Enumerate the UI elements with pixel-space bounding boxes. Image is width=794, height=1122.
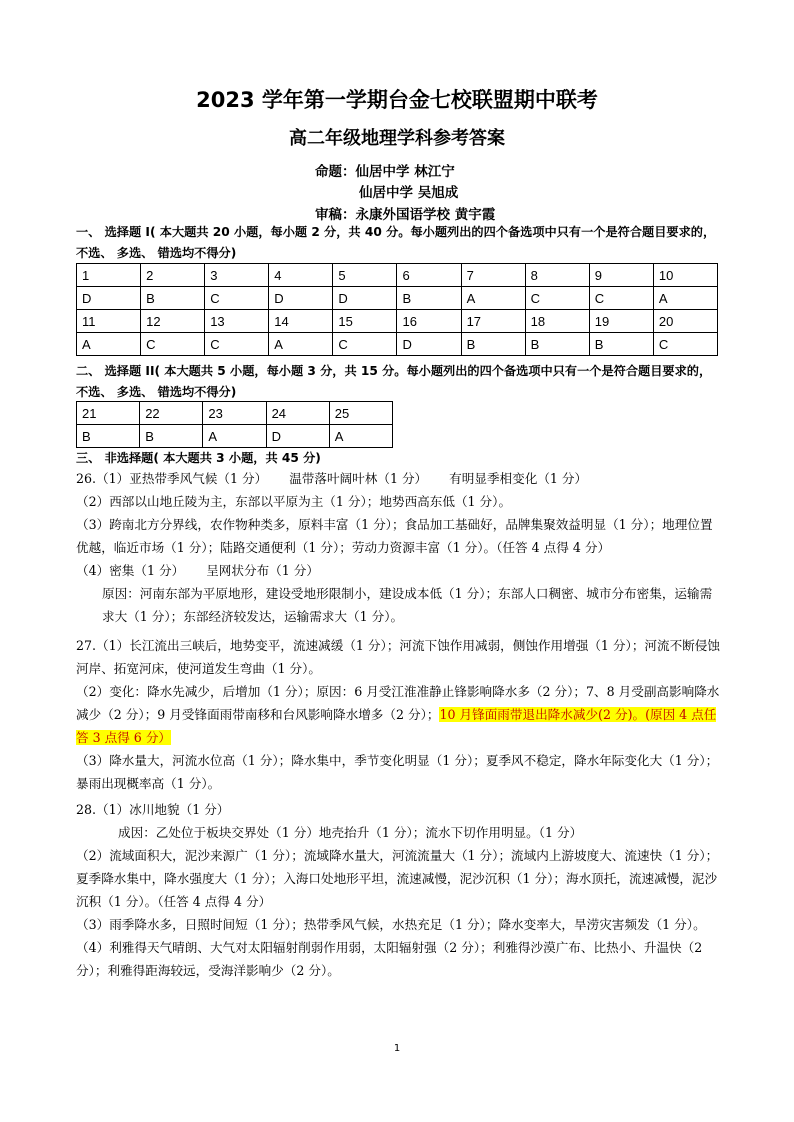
table-cell: 25 [329, 402, 392, 425]
answer-line: （3）降水量大，河流水位高（1 分）；降水集中，季节变化明显（1 分）；夏季风不稳定，降水年际变化大（1 分）；暴雨出现概率高（1 分）。 [76, 753, 719, 791]
table-row [77, 310, 718, 333]
answer-line: 27.（1）长江流出三峡后，地势变平，流速减缓（1 分）；河流下蚀作用减弱，侧蚀作用增强（1 分）；河流不断侵蚀河岸、拓宽河床，使河道发生弯曲（1 分）。 [76, 638, 720, 676]
table-cell: A [329, 425, 392, 448]
table-cell: A [269, 333, 333, 356]
answer-text: （4）密集（1 分） [76, 563, 185, 578]
answer-line: （2）流域面积大，泥沙来源广（1 分）；流域降水量大，河流流量大（1 分）；流域内上游坡度大、流速快（1 分）；夏季降水集中，降水强度大（1 分）；入海口处地形平坦，流速减慢，泥沙沉积（1 分）；海水顶托，流速减慢，泥沙沉积（1 分）。（任答 4 点得 4 分） [76, 848, 719, 909]
table-cell: 19 [589, 310, 653, 333]
table-cell: C [333, 333, 397, 356]
answer-table-2 [76, 401, 393, 448]
question-28-answer [76, 798, 721, 982]
table-cell: A [653, 287, 717, 310]
answer-text: 有明显季相变化（1 分） [449, 471, 588, 486]
document-title: 2023 学年第一学期台金七校联盟期中联考 [196, 88, 598, 112]
answer-line: （2）西部以山地丘陵为主，东部以平原为主（1 分）；地势西高东低（1 分）。 [76, 494, 512, 509]
table-cell: 17 [461, 310, 525, 333]
answer-line: （3）跨南北方分界线，农作物种类多，原料丰富（1 分）；食品加工基础好，品牌集聚效益明显（1 分）；地理位置优越，临近市场（1 分）；陆路交通便利（1 分）；劳动力资源丰富（1 分）。（任答 4 点得 4 分） [76, 517, 713, 555]
table-cell: 5 [333, 264, 397, 287]
document-subtitle: 高二年级地理学科参考答案 [289, 128, 505, 149]
table-cell: 1 [77, 264, 141, 287]
answer-line: 原因：河南东部为平原地形，建设受地形限制小，建设成本低（1 分）；东部人口稠密、城市分布密集，运输需求大（1 分）；东部经济较发达，运输需求大（1 分）。 [102, 586, 713, 624]
answer-line [76, 680, 721, 749]
table-cell: 10 [653, 264, 717, 287]
table-cell: 6 [397, 264, 461, 287]
table-cell: B [589, 333, 653, 356]
answer-text: （2）变化：降水先减少，后增加（1 分）；原因：6 月受江淮准静止锋影响降水多（2 分）；7、8 月受副高影响降水减少（2 分）；9 月受锋面雨带南移和台风影响降水增多（2 分）； [76, 684, 720, 722]
table-cell: C [525, 287, 589, 310]
table-cell: D [269, 287, 333, 310]
table-cell: D [77, 287, 141, 310]
table-cell: B [77, 425, 140, 448]
table-cell: B [525, 333, 589, 356]
table-cell: B [140, 425, 203, 448]
section-2-heading: 二、 选择题 II( 本大题共 5 小题，每小题 3 分，共 15 分。每小题列出的四个备选项中只有一个是符合题目要求的，不选、 多选、 错选均不得分) [76, 364, 712, 399]
table-cell: D [266, 425, 329, 448]
table-cell: B [461, 333, 525, 356]
answer-text: 温带落叶阔叶林（1 分） [289, 471, 428, 486]
table-row [77, 425, 393, 448]
answer-line: 28.（1）冰川地貌（1 分） [76, 802, 230, 817]
table-cell: 8 [525, 264, 589, 287]
answer-line: 成因：乙处位于板块交界处（1 分）地壳抬升（1 分）；流水下切作用明显。（1 分） [118, 825, 583, 840]
highlighted-answer-text: 10 月锋面雨带退出降水减少(2 分)。(原因 4 点任答 3 点得 6 分） [76, 707, 717, 745]
table-cell: D [333, 287, 397, 310]
table-cell: 18 [525, 310, 589, 333]
table-row [77, 402, 393, 425]
section-1-heading: 一、 选择题 I( 本大题共 20 小题，每小题 2 分，共 40 分。每小题列出的四个备选项中只有一个是符合题目要求的，不选、 多选、 错选均不得分) [76, 225, 716, 260]
table-cell: 16 [397, 310, 461, 333]
table-cell: 20 [653, 310, 717, 333]
table-cell: C [589, 287, 653, 310]
table-cell: 2 [141, 264, 205, 287]
table-cell: 11 [77, 310, 141, 333]
table-cell: 12 [141, 310, 205, 333]
answer-line [76, 559, 721, 582]
table-cell: 21 [77, 402, 140, 425]
answer-line: （4）利雅得天气晴朗、大气对太阳辐射削弱作用弱，太阳辐射强（2 分）；利雅得沙漠广布、比热小、升温快（2 分）；利雅得距海较远，受海洋影响少（2 分）。 [76, 940, 703, 978]
table-cell: B [141, 287, 205, 310]
table-cell: A [77, 333, 141, 356]
table-cell: 22 [140, 402, 203, 425]
author-line-1: 命题：仙居中学 林江宁 [315, 164, 455, 180]
table-cell: A [203, 425, 266, 448]
table-cell: C [141, 333, 205, 356]
table-cell: 14 [269, 310, 333, 333]
table-cell: 24 [266, 402, 329, 425]
table-cell: 9 [589, 264, 653, 287]
table-cell: D [397, 333, 461, 356]
table-cell: 23 [203, 402, 266, 425]
table-cell: C [205, 333, 269, 356]
table-cell: 3 [205, 264, 269, 287]
table-cell: 13 [205, 310, 269, 333]
page-number: 1 [393, 1043, 401, 1054]
answer-text: 26.（1）亚热带季风气候（1 分） [76, 471, 268, 486]
table-cell: 4 [269, 264, 333, 287]
reviewer-line: 审稿：永康外国语学校 黄宇霞 [315, 207, 496, 223]
table-cell: C [653, 333, 717, 356]
table-cell: A [461, 287, 525, 310]
author-line-2: 仙居中学 吴旭成 [359, 185, 459, 201]
answer-line [76, 467, 721, 490]
question-26-answer [76, 467, 721, 628]
table-cell: B [397, 287, 461, 310]
table-cell: 15 [333, 310, 397, 333]
answer-line: （3）雨季降水多，日照时间短（1 分）；热带季风气候，水热充足（1 分）；降水变率大，旱涝灾害频发（1 分）。 [76, 917, 706, 932]
answer-text: 呈网状分布（1 分） [206, 563, 319, 578]
table-row [77, 333, 718, 356]
question-27-answer [76, 634, 721, 795]
section-3-heading: 三、 非选择题( 本大题共 3 小题，共 45 分) [76, 451, 321, 465]
table-cell: C [205, 287, 269, 310]
table-cell: 7 [461, 264, 525, 287]
table-row [77, 287, 718, 310]
answer-table-1 [76, 263, 718, 356]
table-row [77, 264, 718, 287]
